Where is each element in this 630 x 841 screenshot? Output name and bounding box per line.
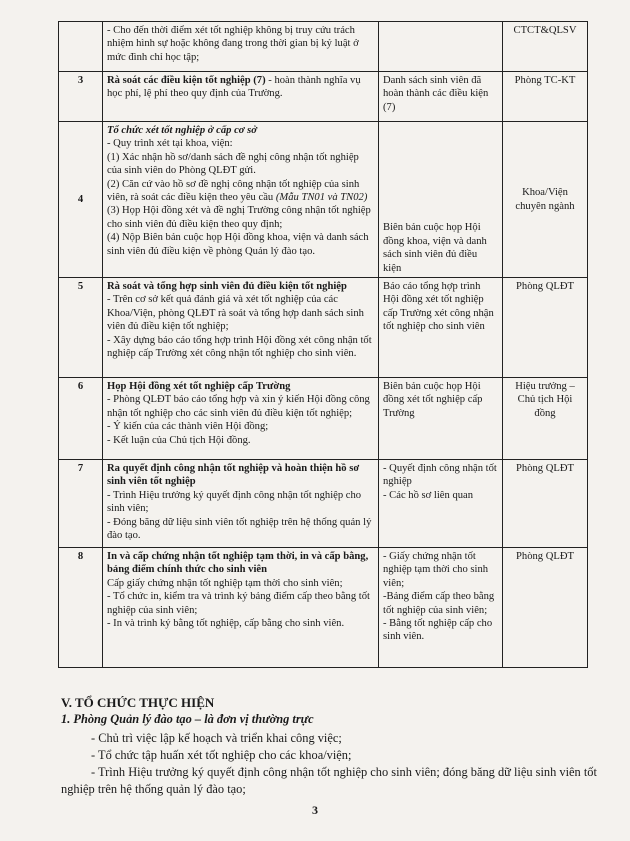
step-text: Rà soát và tổng hợp sinh viên đủ điều kiện tốt nghiệp: [107, 281, 347, 292]
step-owner: CTCT&QLSV: [503, 22, 588, 72]
step-text: - Quy trình xét tại khoa, viện:: [107, 138, 233, 150]
step-content: [103, 122, 379, 278]
step-text: Rà soát các điều kiện tốt nghiệp (7): [107, 75, 266, 86]
table-row: [59, 22, 588, 72]
document-item: Biên bản cuộc họp Hội đồng xét tốt nghiệp cấp Trường: [383, 381, 483, 419]
step-text: (3) Họp Hội đồng xét và đề nghị Trường công nhận tốt nghiệp cho sinh viên đủ điều kiện theo quy định;: [107, 205, 371, 230]
step-content: [103, 548, 379, 668]
step-text: Ra quyết định công nhận tốt nghiệp và hoàn thiện hồ sơ sinh viên tốt nghiệp: [107, 463, 360, 488]
step-document: [379, 548, 503, 668]
step-content: [103, 460, 379, 548]
bullet-item: - Trình Hiệu trưởng ký quyết định công nhận tốt nghiệp cho sinh viên; đóng băng dữ liệu sinh viên tốt nghiệp trên hệ thống quản lý đào tạo;: [61, 765, 597, 796]
step-text: Tổ chức xét tốt nghiệp ở cấp cơ sở: [107, 125, 257, 136]
step-content: [103, 378, 379, 460]
step-document: [379, 22, 503, 72]
bullet-item: - Tổ chức tập huấn xét tốt nghiệp cho các khoa/viện;: [91, 748, 352, 762]
step-text: Họp Hội đồng xét tốt nghiệp cấp Trường: [107, 381, 291, 392]
table-row: [59, 378, 588, 460]
document-item: - Giấy chứng nhận tốt nghiệp tạm thời cho sinh viên;: [383, 551, 489, 589]
table-row: [59, 278, 588, 378]
page-number: 3: [312, 803, 318, 817]
table-row: [59, 460, 588, 548]
step-number: 5: [59, 278, 103, 378]
step-text: - Trình Hiệu trưởng ký quyết định công nhận tốt nghiệp cho sinh viên;: [107, 489, 362, 515]
step-text: (2) Căn cứ vào hồ sơ đề nghị công nhận tốt nghiệp của sinh viên, rà soát các điều kiện theo yêu cầu: [107, 178, 360, 204]
step-text: (1) Xác nhận hồ sơ/danh sách đề nghị công nhận tốt nghiệp của sinh viên do Phòng QLĐT gửi.: [107, 151, 359, 177]
step-text: - Ý kiến của các thành viên Hội đồng;: [107, 421, 269, 433]
step-owner: Khoa/Viện chuyên ngành: [503, 122, 588, 278]
step-document: [379, 72, 503, 122]
step-text: - Đóng băng dữ liệu sinh viên tốt nghiệp trên hệ thống quản lý đào tạo.: [107, 516, 372, 542]
step-text: (4) Nộp Biên bản cuộc họp Hội đồng khoa, viện và danh sách sinh viên đủ điều kiện về phòng Quản lý đào tạo.: [107, 232, 369, 257]
step-owner: Hiệu trưởng – Chủ tịch Hội đồng: [503, 378, 588, 460]
step-text: (Mẫu TN01 và TN02): [275, 192, 368, 204]
procedure-table: [58, 21, 588, 668]
step-owner: Phòng QLĐT: [503, 460, 588, 548]
step-text: In và cấp chứng nhận tốt nghiệp tạm thời, in và cấp bằng, bảng điểm chính thức cho sinh viên: [107, 551, 369, 576]
step-content: [103, 278, 379, 378]
table-row: [59, 548, 588, 668]
table-row: [59, 122, 588, 278]
step-document: [379, 122, 503, 278]
document-item: -Bảng điểm cấp theo bằng tốt nghiệp của sinh viên;: [383, 591, 495, 616]
section-subtitle: 1. Phòng Quản lý đào tạo – là đơn vị thường trực: [61, 712, 314, 726]
step-text: - Cho đến thời điểm xét tốt nghiệp không bị truy cứu trách nhiệm hình sự hoặc không đang trong thời gian bị kỷ luật ở mức đình chỉ học tập;: [107, 25, 359, 63]
section-bullets: [61, 730, 601, 798]
document-item: - Các hồ sơ liên quan: [383, 489, 474, 501]
step-text: - Trên cơ sở kết quả đánh giá và xét tốt nghiệp của các Khoa/Viện, phòng QLĐT rà soát và tổng hợp danh sách sinh viên đủ điều kiện tốt nghiệp;: [107, 294, 364, 333]
step-number: [59, 22, 103, 72]
step-content: [103, 22, 379, 72]
section-title: V. TỔ CHỨC THỰC HIỆN: [61, 695, 215, 710]
step-number: 4: [59, 122, 103, 278]
step-text: - In và trình ký bằng tốt nghiệp, cấp bằng cho sinh viên.: [107, 618, 345, 630]
step-document: [379, 460, 503, 548]
step-text: - Phòng QLĐT báo cáo tổng hợp và xin ý kiến Hội đồng công nhận tốt nghiệp cho các sinh viên đủ điều kiện tốt nghiệp;: [107, 394, 370, 419]
bullet-item: - Chủ trì việc lập kế hoạch và triển khai công việc;: [91, 731, 342, 745]
step-number: 7: [59, 460, 103, 548]
document-item: Báo cáo tổng hợp trình Hội đồng xét tốt nghiệp cấp Trường xét công nhận tốt nghiệp cho sinh viên: [383, 281, 494, 333]
step-document: [379, 278, 503, 378]
table-row: [59, 72, 588, 122]
step-text: Cấp giấy chứng nhận tốt nghiệp tạm thời cho sinh viên;: [107, 577, 343, 589]
step-owner: Phòng TC-KT: [503, 72, 588, 122]
step-number: 8: [59, 548, 103, 668]
step-text: - Kết luận của Chủ tịch Hội đồng.: [107, 434, 251, 446]
step-content: [103, 72, 379, 122]
step-number: 6: [59, 378, 103, 460]
step-text: - Xây dựng báo cáo tổng hợp trình Hội đồng xét công nhận tốt nghiệp cấp Trường xét công nhận tốt nghiệp cho sinh viên.: [107, 334, 372, 360]
document-item: Danh sách sinh viên đã hoàn thành các điều kiện (7): [383, 75, 489, 113]
step-owner: Phòng QLĐT: [503, 278, 588, 378]
document-item: Biên bản cuộc họp Hội đồng khoa, viện và danh sách sinh viên đủ điều kiện: [383, 222, 487, 274]
step-document: [379, 378, 503, 460]
step-owner: Phòng QLĐT: [503, 548, 588, 668]
document-item: - Quyết định công nhận tốt nghiệp: [383, 463, 497, 488]
document-item: - Bằng tốt nghiệp cấp cho sinh viên.: [383, 618, 493, 643]
step-number: 3: [59, 72, 103, 122]
step-text: - hoàn thành nghĩa vụ học phí, lệ phí theo quy định của Trường.: [107, 75, 361, 100]
step-text: - Tổ chức in, kiểm tra và trình ký bảng điểm cấp theo bằng tốt nghiệp của sinh viên;: [107, 591, 370, 616]
